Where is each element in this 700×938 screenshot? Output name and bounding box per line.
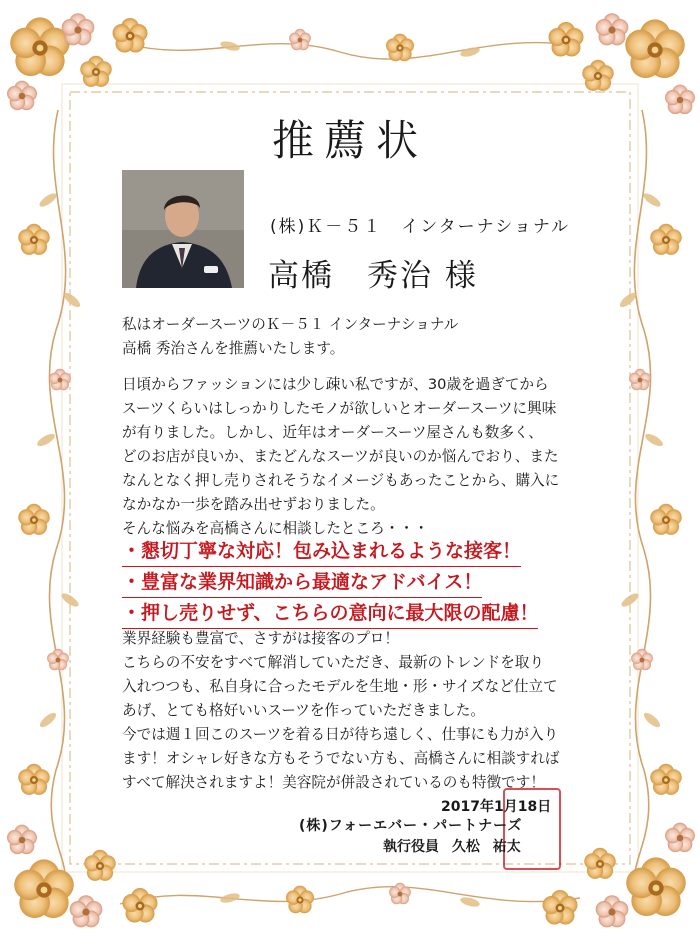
text-line: 高橋 秀治さんを推薦いたします。 — [122, 340, 345, 357]
text-line: 業界経験も豊富で、さすがは接客のプロ！ — [122, 630, 399, 647]
text-line: こちらの不安をすべて解消していただき、最新のトレンドを取り — [122, 654, 544, 671]
closing-paragraph — [122, 627, 560, 795]
text-line: が有りました。しかし、近年はオーダースーツ屋さんも数多く、 — [122, 424, 543, 441]
text-line: 入れつつも、私自身に合ったモデルを生地・形・サイズなど仕立て — [122, 678, 558, 695]
intro-paragraph — [122, 313, 458, 361]
highlight-item: ・懇切丁寧な対応！包み込まれるような接客！ — [122, 537, 521, 567]
text-line: 私はオーダースーツのＫ－５１ インターナショナル — [122, 316, 459, 333]
recipient-name: 高橋 秀治 様 — [268, 258, 478, 294]
text-line: すべて解決されますよ！美容院が併設されているのも特徴です！ — [122, 774, 545, 791]
text-line: 今では週１回このスーツを着る日が待ち遠しく、仕事にも力が入り — [122, 726, 559, 743]
highlight-item: ・豊富な業界知識から最適なアドバイス！ — [122, 568, 482, 598]
text-line: あげ、とても格好いいスーツを作っていただきました。 — [122, 702, 485, 719]
text-line: なかなか一歩を踏み出せずおりました。 — [122, 496, 385, 513]
text-line: ます！オシャレ好きな方もそうでない方も、高橋さんに相談すれば — [122, 750, 560, 767]
signer-name: 執行役員 久松 祐太 — [383, 839, 521, 855]
text-line: 日頃からファッションには少し疎い私ですが、30歳を過ぎてから — [122, 376, 549, 393]
highlight-list — [122, 537, 538, 630]
story-paragraph — [122, 373, 559, 541]
text-line: そんな悩みを高橋さんに相談したところ・・・ — [122, 520, 429, 537]
issue-date: 2017年1月18日 — [441, 799, 552, 815]
portrait-photo — [122, 170, 244, 288]
highlight-item: ・押し売りせず、こちらの意向に最大限の配慮！ — [122, 599, 538, 629]
text-line: スーツくらいはしっかりしたモノが欲しいとオーダースーツに興味 — [122, 400, 557, 417]
text-line: なんとなく押し売りされそうなイメージもあったことから、購入に — [122, 472, 560, 489]
recipient-company: (株)Ｋ－５１ インターナショナル — [270, 217, 571, 237]
text-line: どのお店が良いか、またどんなスーツが良いのか悩んでおり、また — [122, 448, 559, 465]
signer-company: (株)フォーエバー・パートナーズ — [299, 818, 523, 834]
certificate-title: 推薦状 — [271, 116, 428, 165]
